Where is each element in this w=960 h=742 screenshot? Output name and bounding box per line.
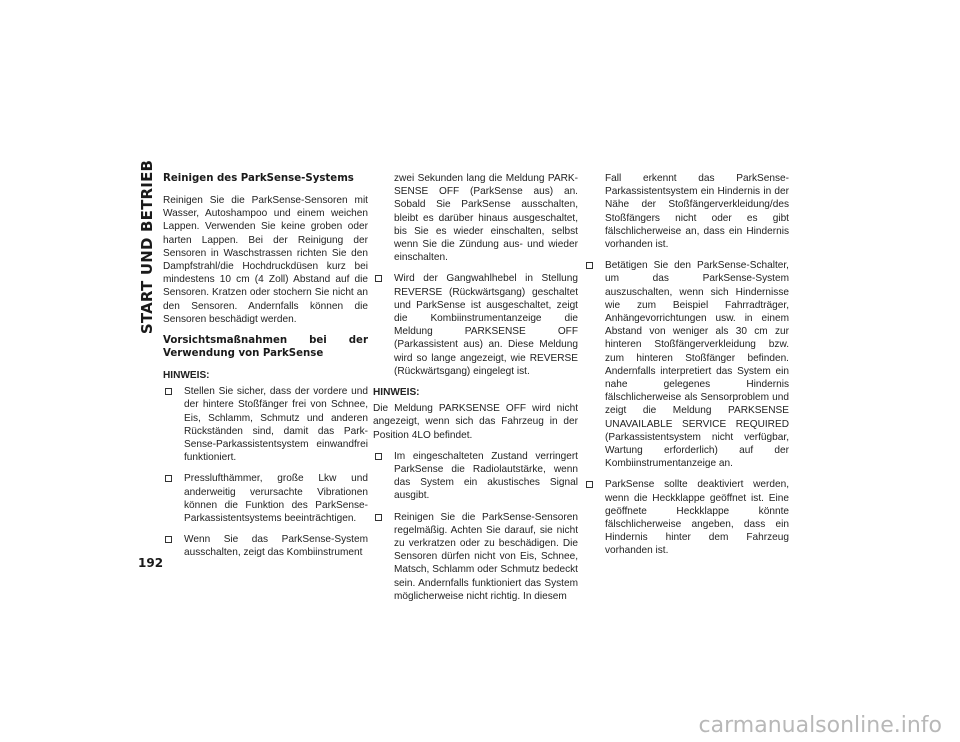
list-item-continued: Fall erkennt das ParkSense-Parkassistentsystem ein Hindernis in der Nähe der Stoßfängerverkleidung/des Stoßfängers nicht oder es gibt fälschlicherweise an, dass ein Hindernis vorhanden ist. — [605, 173, 789, 251]
precaution-list — [373, 272, 578, 378]
column-1 — [163, 172, 368, 568]
note-label: HINWEIS: — [373, 387, 420, 399]
note-body: Die Meldung PARKSENSE OFF wird nicht angezeigt, wenn sich das Fahrzeug in der Position 4LO befindet. — [373, 403, 578, 441]
list-item: Stellen Sie sicher, dass der vordere und der hintere Stoßfänger frei von Schnee, Eis, Schlamm, Schmutz und anderen Rückständen sind, damit das Park-Sense-Parkassistentsystem einwandfrei funktioniert. — [163, 385, 368, 464]
page-number: 192 — [138, 556, 164, 570]
list-item-continued: zwei Sekunden lang die Meldung PARK-SENSE OFF (ParkSense aus) an. Sobald Sie ParkSense ausschalten, bleibt es darüber hinaus ausgeschaltet, bis Sie es wieder einschalten, selbst wenn Sie die Zündung aus- und wieder einschalten. — [394, 173, 578, 264]
heading-cleaning: Reinigen des ParkSense-Systems — [163, 173, 354, 184]
sidebar-title-text: START UND BETRIEB — [138, 159, 156, 335]
paragraph-cleaning: Reinigen Sie die ParkSense-Sensoren mit Wasser, Autoshampoo und einem weichen Lappen. Verwenden Sie keine groben oder harten Lappen. Bei der Reinigung der Sensoren in Waschstrassen richten Sie den Dampfstrahl/die Hochdruckdüsen kurz bei mindestens 10 cm (4 Zoll) Abstand auf die Sensoren. Kratzen oder stochern Sie nicht an den Sensoren. Andernfalls können die Sensoren beschädigt werden. — [163, 195, 368, 325]
column-2 — [373, 172, 578, 611]
list-item: Presslufthämmer, große Lkw und anderweitig verursachte Vibrationen können die Funktion des ParkSense-Parkassistentsystems beeinträchtigen. — [163, 472, 368, 525]
column-3 — [584, 172, 789, 566]
list-item: Reinigen Sie die ParkSense-Sensoren regelmäßig. Achten Sie darauf, sie nicht zu verkratzen oder zu beschädigen. Die Sensoren dürfen nicht von Eis, Schnee, Matsch, Schlamm oder Schmutz bedeckt sein. Andernfalls funktioniert das System möglicherweise nicht richtig. In diesem — [373, 511, 578, 603]
precaution-list — [584, 259, 789, 557]
list-item: ParkSense sollte deaktiviert werden, wenn die Heckklappe geöffnet ist. Eine geöffnete Heckklappe könnte fälschlicherweise angeben, dass ein Hindernis hinter dem Fahrzeug vorhanden ist. — [584, 478, 789, 557]
precaution-list — [373, 450, 578, 603]
precaution-list — [163, 385, 368, 559]
watermark: carmanualsonline.info — [698, 713, 942, 738]
section-sidebar-title — [136, 159, 158, 335]
list-item: Im eingeschalteten Zustand verringert ParkSense die Radiolautstärke, wenn das System ein akustisches Signal ausgibt. — [373, 450, 578, 503]
list-item: Betätigen Sie den ParkSense-Schalter, um das ParkSense-System auszuschalten, wenn sich Hindernisse wie zum Beispiel Fahrradträger, Anhängevorrichtungen usw. in einem Abstand von weniger als 30 cm zur hinteren Stoßfängerverkleidung bzw. zum hinteren Stoßfänger befinden. Andernfalls interpretiert das System ein nahe gelegenes Hindernis fälschlicherweise als Sensorproblem und zeigt die Meldung PARKSENSE UNAVAILABLE SERVICE REQUIRED (Parkassistentsystem nicht verfügbar, Wartung erforderlich) auf der Kombiinstrumentanzeige an. — [584, 259, 789, 470]
list-item: Wenn Sie das ParkSense-System ausschalten, zeigt das Kombiinstrument — [163, 533, 368, 559]
note-label: HINWEIS: — [163, 370, 210, 382]
list-item: Wird der Gangwahlhebel in Stellung REVERSE (Rückwärtsgang) geschaltet und ParkSense ist ausgeschaltet, zeigt die Kombiinstrumentanzeige die Meldung PARKSENSE OFF (Parkassistent aus) an. Diese Meldung wird so lange angezeigt, wie REVERSE (Rückwärtsgang) eingelegt ist. — [373, 272, 578, 378]
heading-precautions: Vorsichtsmaßnahmen bei der Verwendung von ParkSense — [163, 335, 368, 360]
